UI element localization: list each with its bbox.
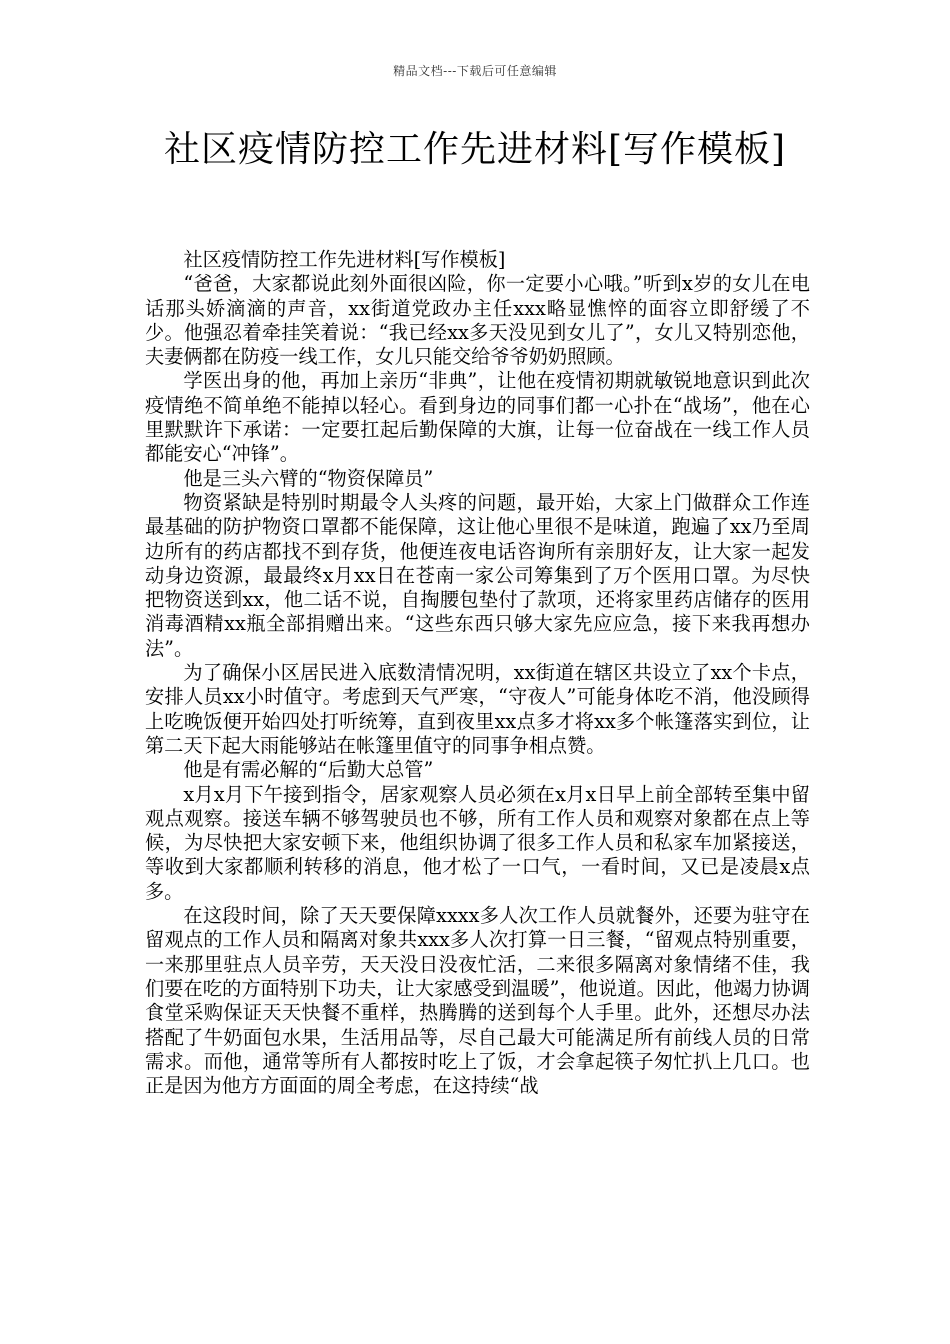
section-heading: 他是三头六臂的“物资保障员” [183,466,434,490]
document-body [145,248,810,1098]
document-title: 社区疫情防控工作先进材料[写作模板] [163,129,787,170]
paragraph: 学医出身的他，再加上亲历“非典”，让他在疫情初期就敏锐地意识到此次疫情绝不简单绝不能掉以轻心。看到身边的同事们都一心扑在“战场”，他在心里默默许下承诺：一定要扛起后勤保障的大旗，让每一位奋战在一线工作人员都能安心“冲锋”。 [145,369,810,466]
paragraph: “爸爸，大家都说此刻外面很凶险，你一定要小心哦。”听到x岁的女儿在电话那头娇滴滴的声音，xx街道党政办主任xxx略显憔悴的面容立即舒缓了不少。他强忍着牵挂笑着说：“我已经xx多天没见到女儿了”，女儿又特别恋他，夫妻俩都在防疫一线工作，女儿只能交给爷爷奶奶照顾。 [145,272,810,369]
paragraph: 社区疫情防控工作先进材料[写作模板] [183,248,506,271]
paragraph: 物资紧缺是特别时期最令人头疼的问题，最开始，大家上门做群众工作连最基础的防护物资口罩都不能保障，这让他心里很不是味道，跑遍了xx乃至周边所有的药店都找不到存货，他便连夜电话咨询所有亲朋好友，让大家一起发动身边资源，最最终x月xx日在苍南一家公司筹集到了万个医用口罩。为尽快把物资送到xx，他二话不说，自掏腰包垫付了款项，还将家里药店储存的医用消毒酒精xx瓶全部捐赠出来。“这些东西只够大家先应应急，接下来我再想办法”。 [145,490,810,660]
paragraph: 在这段时间，除了天天要保障xxxx多人次工作人员就餐外，还要为驻守在留观点的工作人员和隔离对象共xxx多人次打算一日三餐，“留观点特别重要，一来那里驻点人员辛劳，天天没日没夜忙活，二来很多隔离对象情绪不佳，我们要在吃的方面特别下功夫，让大家感受到温暖”，他说道。因此，他竭力协调食堂采购保证天天快餐不重样，热腾腾的送到每个人手里。此外，还想尽办法搭配了牛奶面包水果，生活用品等，尽自己最大可能满足所有前线人员的日常需求。而他，通常等所有人都按时吃上了饭，才会拿起筷子匆忙扒上几口。也正是因为他方方面面的周全考虑，在这持续“战 [145,904,810,1098]
header-note: 精品文档---下载后可任意编辑 [393,64,557,78]
section-heading: 他是有需必解的“后勤大总管” [183,758,434,782]
paragraph: 为了确保小区居民进入底数清情况明，xx街道在辖区共设立了xx个卡点，安排人员xx小时值守。考虑到天气严寒，“守夜人”可能身体吃不消，他没顾得上吃晚饭便开始四处打听统筹，直到夜里xx点多才将xx多个帐篷落实到位，让第二天下起大雨能够站在帐篷里值守的同事争相点赞。 [145,661,810,757]
paragraph: x月x月下午接到指令，居家观察人员必须在x月x日早上前全部转至集中留观点观察。接送车辆不够驾驶员也不够，所有工作人员和观察对象都在点上等候，为尽快把大家安顿下来，他组织协调了很多工作人员和私家车加紧接送，等收到大家都顺利转移的消息，他才松了一口气，一看时间，又已是凌晨x点多。 [145,782,810,903]
